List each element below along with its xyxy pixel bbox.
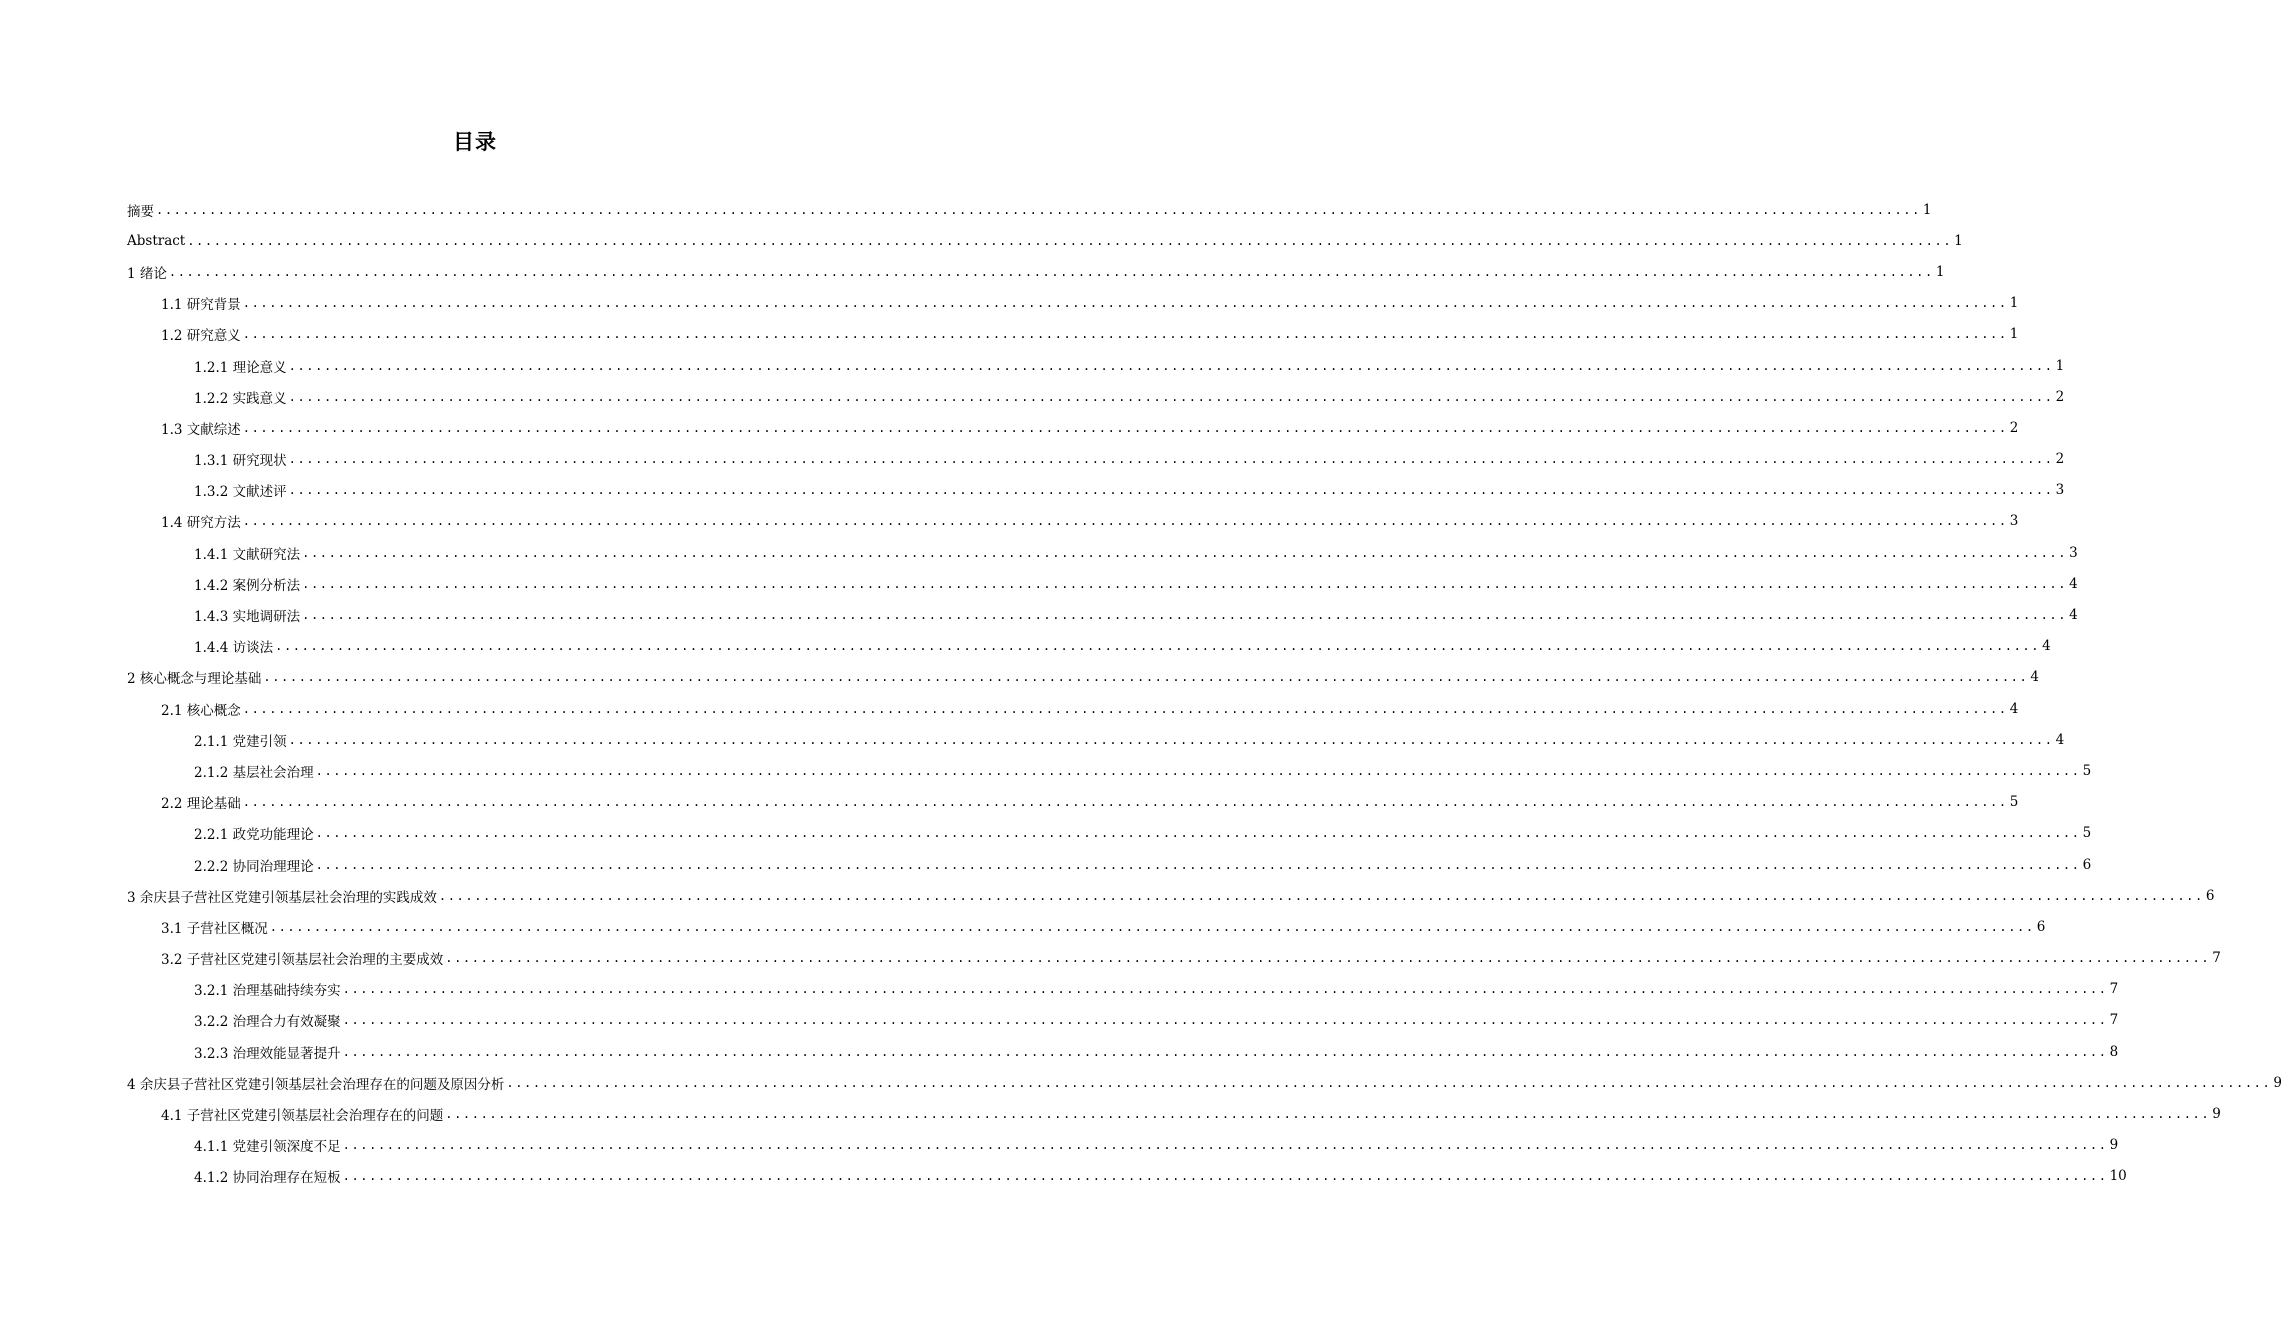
toc-entry[interactable] xyxy=(127,974,2119,1005)
toc-entry-label: 2.1.2 基层社会治理 xyxy=(194,764,314,781)
toc-entry-label: 2 核心概念与理论基础 xyxy=(127,671,262,688)
toc-dot-leader: ........................................................................................................................................................................................................ xyxy=(302,608,2068,623)
toc-entry[interactable] xyxy=(127,225,1963,256)
toc-dot-leader: ........................................................................................................................................................................................................ xyxy=(288,452,2054,467)
toc-entry-label: 4.1.1 党建引领深度不足 xyxy=(194,1139,341,1156)
toc-entry-page-number: 3 xyxy=(2069,544,2078,561)
toc-entry[interactable] xyxy=(127,787,2019,818)
toc-dot-leader: ........................................................................................................................................................................................................ xyxy=(288,389,2054,404)
toc-entry-label: 1.3.1 研究现状 xyxy=(194,453,287,470)
toc-entry-page-number: 4 xyxy=(2030,669,2039,686)
toc-entry-label: 摘要 xyxy=(127,203,154,220)
toc-entry[interactable] xyxy=(127,537,2078,568)
toc-entry[interactable] xyxy=(127,911,2046,942)
toc-dot-leader: ........................................................................................................................................................................................................ xyxy=(438,888,2204,903)
toc-entry-label: 1.1 研究背景 xyxy=(161,297,241,314)
toc-entry-label: Abstract xyxy=(127,232,186,249)
toc-entry-page-number: 4 xyxy=(2069,575,2078,592)
toc-entry-label: 3.2.2 治理合力有效凝聚 xyxy=(194,1014,341,1031)
toc-entry-label: 3.2.3 治理效能显著提升 xyxy=(194,1045,341,1062)
toc-dot-leader: ........................................................................................................................................................................................................ xyxy=(315,826,2081,841)
toc-entry-label: 1.4.2 案例分析法 xyxy=(194,577,301,594)
toc-entry-label: 3.2.1 治理基础持续夯实 xyxy=(194,983,341,1000)
toc-dot-leader: ........................................................................................................................................................................................................ xyxy=(342,982,2108,997)
toc-title: 目录 xyxy=(453,130,497,154)
toc-entry[interactable] xyxy=(127,444,2065,475)
toc-entry-page-number: 7 xyxy=(2212,950,2221,967)
toc-dot-leader: ........................................................................................................................................................................................................ xyxy=(269,919,2035,934)
toc-entry-page-number: 3 xyxy=(2055,482,2065,499)
toc-entry-label: 1 绪论 xyxy=(127,265,167,282)
toc-dot-leader: ........................................................................................................................................................................................................ xyxy=(342,1044,2108,1059)
toc-entry-label: 3 余庆县子营社区党建引领基层社会治理的实践成效 xyxy=(127,889,437,906)
toc-entry-page-number: 4 xyxy=(2055,731,2065,748)
toc-dot-leader: ........................................................................................................................................................................................................ xyxy=(342,1169,2108,1184)
toc-dot-leader: ........................................................................................................................................................................................................ xyxy=(302,576,2068,591)
toc-dot-leader: ........................................................................................................................................................................................................ xyxy=(242,795,2008,810)
toc-entry[interactable] xyxy=(127,1036,2119,1067)
toc-entry-page-number: 1 xyxy=(1935,263,1945,280)
toc-dot-leader: ........................................................................................................................................................................................................ xyxy=(445,951,2211,966)
toc-entry-page-number: 2 xyxy=(2009,419,2019,436)
toc-entry-page-number: 6 xyxy=(2082,856,2092,873)
toc-entry[interactable] xyxy=(127,880,2215,911)
toc-entry-label: 1.4 研究方法 xyxy=(161,515,241,532)
toc-entry[interactable] xyxy=(127,1067,2282,1098)
toc-entry-page-number: 2 xyxy=(2055,451,2065,468)
toc-dot-leader: ........................................................................................................................................................................................................ xyxy=(302,545,2068,560)
toc-entry-page-number: 5 xyxy=(2082,825,2092,842)
toc-dot-leader: ........................................................................................................................................................................................................ xyxy=(242,514,2008,529)
toc-entry[interactable] xyxy=(127,1005,2119,1036)
toc-entry[interactable] xyxy=(127,568,2078,599)
toc-entry-label: 4 余庆县子营社区党建引领基层社会治理存在的问题及原因分析 xyxy=(127,1076,505,1093)
toc-entry-label: 1.4.3 实地调研法 xyxy=(194,609,301,626)
toc-dot-leader: ........................................................................................................................................................................................................ xyxy=(288,483,2054,498)
toc-dot-leader: ........................................................................................................................................................................................................ xyxy=(242,296,2008,311)
toc-entry[interactable] xyxy=(127,194,1932,225)
toc-entry-page-number: 6 xyxy=(2205,887,2215,904)
toc-entry[interactable] xyxy=(127,1098,2221,1129)
toc-entry[interactable] xyxy=(127,631,2051,662)
toc-entry-page-number: 4 xyxy=(2042,638,2051,655)
toc-dot-leader: ........................................................................................................................................................................................................ xyxy=(342,1013,2108,1028)
toc-entry-page-number: 2 xyxy=(2055,388,2065,405)
toc-entry[interactable] xyxy=(127,599,2078,630)
toc-dot-leader: ........................................................................................................................................................................................................ xyxy=(315,763,2081,778)
toc-entry-label: 2.2.1 政党功能理论 xyxy=(194,827,314,844)
toc-entry-page-number: 7 xyxy=(2109,1012,2119,1029)
toc-dot-leader: ........................................................................................................................................................................................................ xyxy=(288,358,2054,373)
toc-dot-leader: ........................................................................................................................................................................................................ xyxy=(242,701,2008,716)
toc-entry-label: 1.3.2 文献述评 xyxy=(194,484,287,501)
toc-dot-leader: ........................................................................................................................................................................................................ xyxy=(342,1138,2108,1153)
toc-entry-page-number: 9 xyxy=(2273,1074,2282,1091)
toc-entry-label: 1.4.4 访谈法 xyxy=(194,640,274,657)
toc-entry-label: 3.1 子营社区概况 xyxy=(161,920,268,937)
toc-entry[interactable] xyxy=(127,662,2039,693)
toc-entry-label: 1.2.1 理论意义 xyxy=(194,359,287,376)
toc-entry[interactable] xyxy=(127,506,2019,537)
toc-entry-label: 1.3 文献综述 xyxy=(161,421,241,438)
toc-entry-page-number: 1 xyxy=(1954,232,1963,249)
toc-entry[interactable] xyxy=(127,1161,2127,1192)
toc-dot-leader: ........................................................................................................................................................................................................ xyxy=(315,857,2081,872)
toc-entry-page-number: 9 xyxy=(2109,1137,2119,1154)
toc-dot-leader: ........................................................................................................................................................................................................ xyxy=(156,202,1921,217)
toc-entry-page-number: 4 xyxy=(2069,607,2078,624)
toc-entry-page-number: 10 xyxy=(2109,1168,2127,1185)
toc-dot-leader: ........................................................................................................................................................................................................ xyxy=(275,639,2041,654)
toc-entry-page-number: 8 xyxy=(2109,1043,2119,1060)
toc-entry[interactable] xyxy=(127,1130,2119,1161)
toc-entry-label: 2.2 理论基础 xyxy=(161,796,241,813)
toc-entry-label: 2.1.1 党建引领 xyxy=(194,733,287,750)
toc-entry[interactable] xyxy=(127,475,2065,506)
toc-entry-page-number: 5 xyxy=(2082,762,2092,779)
toc-entry[interactable] xyxy=(127,755,2092,786)
toc-entry[interactable] xyxy=(127,849,2092,880)
toc-entry-page-number: 5 xyxy=(2009,794,2019,811)
toc-entry[interactable] xyxy=(127,412,2019,443)
toc-entry-label: 2.2.2 协同治理理论 xyxy=(194,858,314,875)
toc-entry[interactable] xyxy=(127,943,2221,974)
toc-entry[interactable] xyxy=(127,724,2065,755)
toc-entry[interactable] xyxy=(127,319,2019,350)
toc-entry-page-number: 7 xyxy=(2109,981,2119,998)
toc-entry[interactable] xyxy=(127,350,2065,381)
toc-entry-label: 2.1 核心概念 xyxy=(161,702,241,719)
toc-dot-leader: ........................................................................................................................................................................................................ xyxy=(506,1075,2272,1090)
toc-entry-label: 4.1 子营社区党建引领基层社会治理存在的问题 xyxy=(161,1108,444,1125)
toc-entry[interactable] xyxy=(127,818,2092,849)
toc-dot-leader: ........................................................................................................................................................................................................ xyxy=(242,327,2008,342)
toc-entry-label: 1.4.1 文献研究法 xyxy=(194,546,301,563)
toc-entry-page-number: 1 xyxy=(2009,326,2019,343)
toc-entry-page-number: 6 xyxy=(2036,918,2046,935)
toc-entry-page-number: 1 xyxy=(2055,357,2065,374)
toc-entry[interactable] xyxy=(127,693,2019,724)
toc-entry[interactable] xyxy=(127,288,2019,319)
toc-entry-label: 1.2.2 实践意义 xyxy=(194,390,287,407)
toc-entry-page-number: 9 xyxy=(2212,1106,2221,1123)
toc-entry-page-number: 1 xyxy=(2009,295,2019,312)
toc-entry-page-number: 1 xyxy=(1922,201,1932,218)
toc-entry-page-number: 3 xyxy=(2009,513,2019,530)
toc-entry-label: 1.2 研究意义 xyxy=(161,328,241,345)
toc-dot-leader: ........................................................................................................................................................................................................ xyxy=(445,1107,2211,1122)
toc-dot-leader: ........................................................................................................................................................................................................ xyxy=(263,670,2029,685)
toc-entry-label: 4.1.2 协同治理存在短板 xyxy=(194,1170,341,1187)
toc-entry[interactable] xyxy=(127,256,1945,287)
toc-dot-leader: ........................................................................................................................................................................................................ xyxy=(242,420,2008,435)
toc-entry-page-number: 4 xyxy=(2009,700,2019,717)
toc-dot-leader: ........................................................................................................................................................................................................ xyxy=(168,264,1934,279)
toc-entry-label: 3.2 子营社区党建引领基层社会治理的主要成效 xyxy=(161,952,444,969)
toc-dot-leader: ........................................................................................................................................................................................................ xyxy=(187,233,1953,248)
table-of-contents xyxy=(127,194,2282,1192)
toc-dot-leader: ........................................................................................................................................................................................................ xyxy=(288,732,2054,747)
toc-entry[interactable] xyxy=(127,381,2065,412)
